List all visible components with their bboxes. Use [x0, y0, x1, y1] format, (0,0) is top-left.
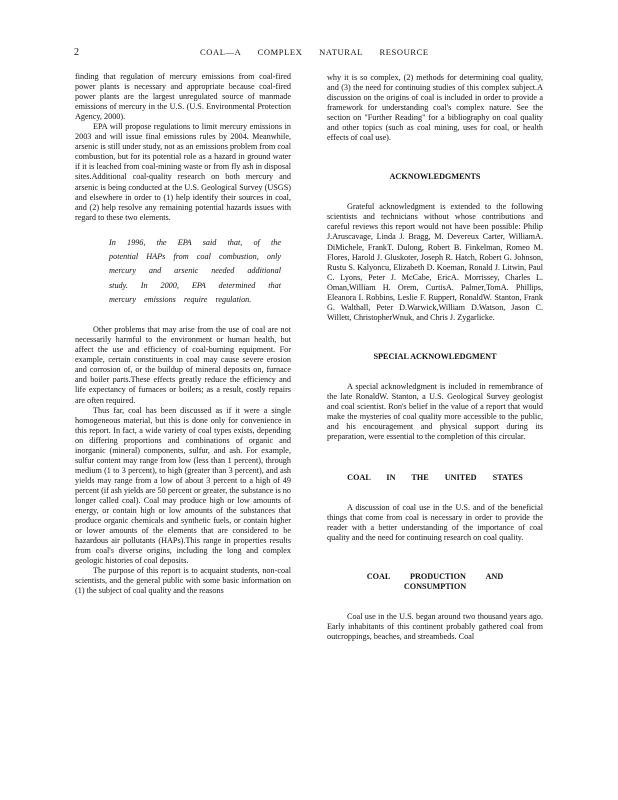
heading-acknowledgments: ACKNOWLEDGMENTS	[389, 172, 481, 182]
running-title: COAL—A COMPLEX NATURAL RESOURCE	[200, 47, 429, 57]
heading-coal-production: COAL PRODUCTION AND CONSUMPTION	[366, 572, 504, 592]
right-column	[327, 73, 543, 643]
paragraph-special-acknowledgment: A special acknowledgment is included in remembrance of the late RonaldW. Stanton, a U.S. Geological Survey geologist and coal scientist. Ron's belief in the value of a report that would make the mysteries of coal quality more accessible to the public, and his encouragement and physical support during its preparation, were essential to the completion of this circular.	[327, 381, 543, 442]
heading-coal-in-us: COAL IN THE UNITED STATES	[347, 473, 523, 483]
paragraph-epa-regulations: EPA will propose regulations to limit mercury emissions in 2003 and will issue final emissions rules by 2004. Meanwhile, arsenic is still under study, not as an emissions problem from coal combustion, but for its potential role as a hazard in ground water if it is leached from coal-mining waste or from fly ash in disposal sites.Additional coal-quality research on both mercury and arsenic is being conducted at the U.S. Geological Survey (USGS) and elsewhere in order to (1) help identify their sources in coal, and (2) help resolve any remaining potential hazards issues with regard to these two elements.	[75, 122, 291, 222]
paragraph-complexity: why it is so complex, (2) methods for determining coal quality, and (3) the need for continuing studies of this complex subject.A discussion on the origins of coal is included in order to provide a framework for understanding coal's complex nature. See the section on "Further Reading" for a bibliography on coal quality and other topics (such as coal mining, uses for coal, or health effects of coal use).	[327, 73, 543, 143]
heading-special-acknowledgment: SPECIAL ACKNOWLEDGMENT	[373, 351, 497, 361]
paragraph-report-purpose: The purpose of this report is to acquaint students, non-coal scientists, and the general public with some basic information on (1) the subject of coal quality and the reasons	[75, 566, 291, 596]
paragraph-coal-in-us: A discussion of coal use in the U.S. and of the beneficial things that come from coal is necessary in order to provide the reader with a better understanding of the importance of coal quality and the need for continuing research on coal quality.	[327, 503, 543, 543]
paragraph-acknowledgments: Grateful acknowledgment is extended to the following scientists and technicians without whose contributions and careful reviews this report would not have been possible: Philip J.Aruscavage, Linda J. Bragg, M. Devereux Carter, WilliamA. DiMichele, FrankT. Dulong, Robert B. Finkelman, Romeo M. Flores, Harold J. Gluskoter, Joseph R. Hatch, Robert G. Johnson, Rustu S. Kalyoncu, Elizabeth D. Koeman, Ronald J. Litwin, Paul C. Lyons, Peter J. McCabe, EricA. Morrissey, Charles L. Oman,William H. Orem, CurtisA. Palmer,TomA. Phillips, Eleanora I. Robbins, Leslie F. Ruppert, RonaldW. Stanton, Frank G. Walthall, Peter D.Warwick,William D.Watson, Jason C. Willett, ChristopherWnuk, and Chris J. Zygarlicke.	[327, 202, 543, 322]
paragraph-coal-production: Coal use in the U.S. began around two thousand years ago. Early inhabitants of this continent probably gathered coal from outcroppings, beaches, and streambeds. Coal	[327, 612, 543, 642]
left-column	[75, 72, 291, 596]
paragraph-mercury-finding: finding that regulation of mercury emissions from coal-fired power plants is necessary and appropriate because coal-fired power plants are the largest unregulated source of manmade emissions of mercury in the U.S. (U.S. Environmental Protection Agency, 2000).	[75, 72, 291, 122]
pull-quote: In 1996, the EPA said that, of the potential HAPs from coal combustion, only mercury and arsenic needed additional study. In 2000, EPA determined that mercury emissions require regulation.	[109, 237, 281, 304]
page-number: 2	[74, 47, 79, 58]
paragraph-coal-variety: Thus far, coal has been discussed as if it were a single homogeneous material, but this is done only for convenience in this report. In fact, a wide variety of coal types exists, depending on differing proportions and combinations of organic and inorganic (mineral) components, sulfur, and ash. For example, sulfur content may range from low (less than 1 percent), through medium (1 to 3 percent), to high (greater than 3 percent), and ash yields may range from a low of about 3 percent to a high of 49 percent (if ash yields are 50 percent or greater, the substance is no longer called coal). Coal may produce high or low amounts of energy, or contain high or low amounts of the substances that produce organic chemicals and synthetic fuels, or contain higher or lower amounts of the elements that are considered to be hazardous air pollutants (HAPs).This range in properties results from coal's diverse origins, including the long and complex geologic histories of coal deposits.	[75, 405, 291, 566]
paragraph-other-problems: Other problems that may arise from the use of coal are not necessarily harmful to the environment or human health, but affect the use and efficiency of coal-burning equipment. For example, certain constituents in coal may cause severe erosion and corrosion of, or the buildup of mineral deposits on, furnace and boiler parts.These effects greatly reduce the efficiency and life expectancy of furnaces or boilers; as a result, costly repairs are often required.	[75, 325, 291, 405]
